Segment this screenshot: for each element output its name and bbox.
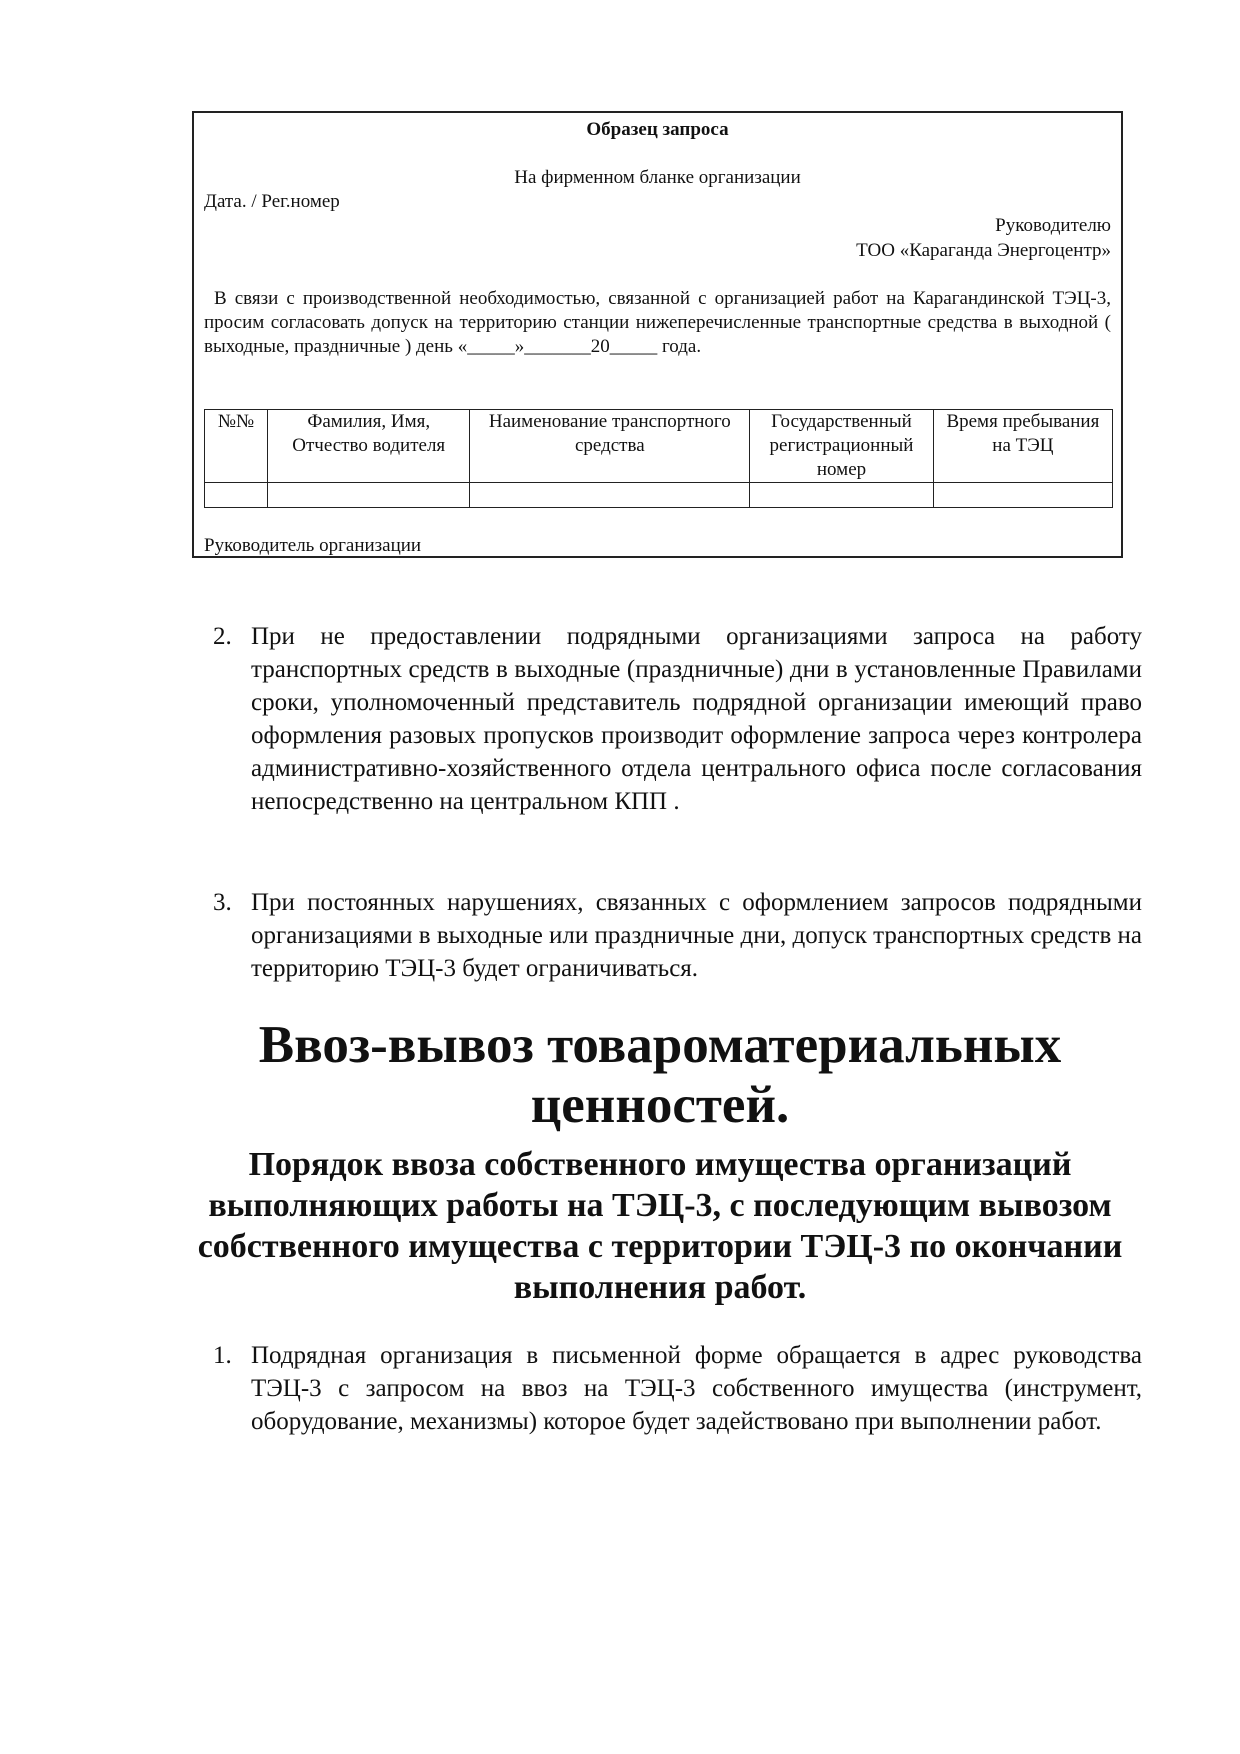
addressee-line-2: ТОО «Караганда Энергоцентр» <box>856 240 1111 261</box>
addressee-line-1: Руководителю <box>995 215 1111 236</box>
table-cell <box>205 483 268 508</box>
table-row <box>205 483 1113 508</box>
date-reg-number: Дата. / Рег.номер <box>204 191 340 212</box>
paragraph-text: При постоянных нарушениях, связанных с оформлением запросов подрядными организациями в выходные или праздничные дни, допуск транспортных средств на территорию ТЭЦ-3 будет ограничиваться. <box>251 889 1142 982</box>
col-header-vehicle-name: Наименование транспортного средства <box>470 410 750 483</box>
paragraph-text: При не предоставлении подрядными организациями запроса на работу транспортных средств в выходные (праздничные) дни в установленные Правилами сроки, уполномоченный представитель подрядной организации имеющий право оформления разовых пропусков производит оформление запроса через контролера административно-хозяйственного отдела центрального офиса после согласования непосредственно на центральном КПП . <box>251 623 1142 815</box>
section-subheading: Порядок ввоза собственного имущества организаций выполняющих работы на ТЭЦ-3, с последующим вывозом собственного имущества с территории ТЭЦ-3 по окончании выполнения работ. <box>197 1146 1123 1306</box>
col-header-stay-time: Время пребывания на ТЭЦ <box>933 410 1112 483</box>
paragraph-text: Подрядная организация в письменной форме обращается в адрес руководства ТЭЦ-3 с запросом на ввоз на ТЭЦ-3 собственного имущества (инструмент, оборудование, механизмы) которое будет задействовано при выполнении работ. <box>251 1342 1142 1435</box>
vehicle-table <box>204 409 1113 508</box>
col-header-registration-number: Государственный регистрационный номер <box>750 410 934 483</box>
addressee <box>856 213 1111 263</box>
letterhead-note: На фирменном бланке организации <box>514 167 801 188</box>
paragraph-number: 3. <box>213 889 232 916</box>
request-body: В связи с производственной необходимостью, связанной с организацией работ на Карагандинской ТЭЦ-3, просим согласовать допуск на территорию станции нижеперечисленные транспортные средства в выходной ( выходные, праздничные ) день «_____»_______20_____ года. <box>204 288 1111 357</box>
col-header-driver-name: Фамилия, Имя, Отчество водителя <box>268 410 470 483</box>
table-cell <box>470 483 750 508</box>
paragraph-number: 2. <box>213 623 232 650</box>
table-cell <box>268 483 470 508</box>
col-header-number: №№ <box>205 410 268 483</box>
table-cell <box>933 483 1112 508</box>
table-cell <box>750 483 934 508</box>
signature-line: Руководитель организации <box>204 535 422 556</box>
paragraph-number: 1. <box>213 1342 232 1369</box>
paragraph-item-1 <box>213 1339 1142 1438</box>
sample-request-title: Образец запроса <box>586 119 729 140</box>
section-heading: Ввоз-вывоз товароматериальных ценностей. <box>258 1016 1062 1134</box>
sample-request-box <box>192 111 1123 558</box>
vehicle-table-header-row <box>205 410 1113 483</box>
paragraph-item-2 <box>213 620 1142 818</box>
paragraph-item-3 <box>213 886 1142 985</box>
